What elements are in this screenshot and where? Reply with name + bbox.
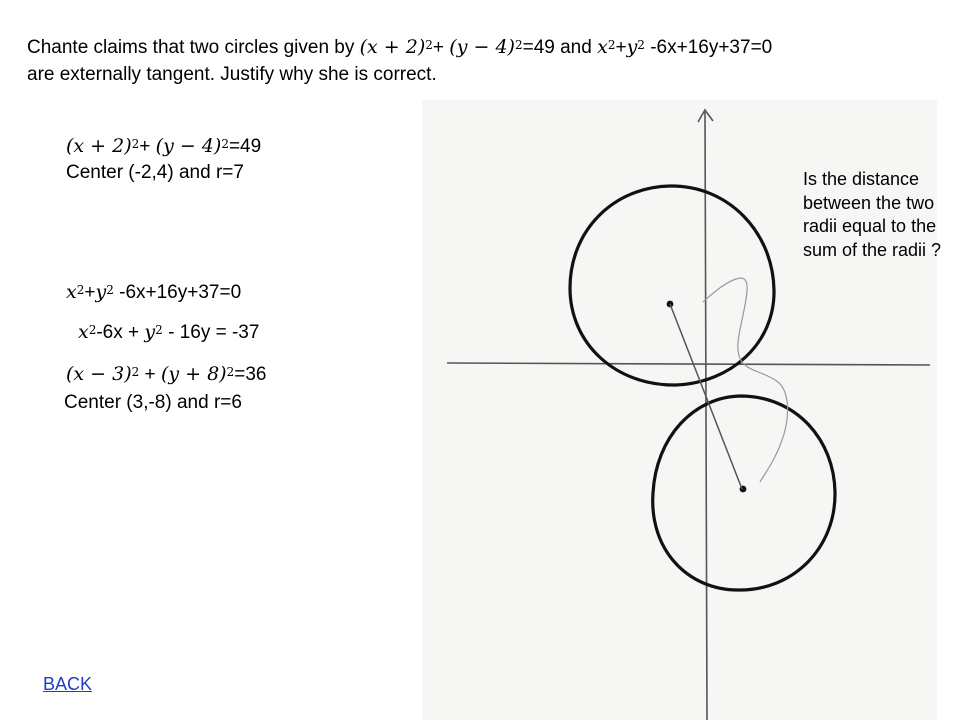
eq1-term-x: $(x + 2)^2$ xyxy=(359,36,433,58)
eq2-term-x: $x^2$ xyxy=(597,36,616,58)
eq1-rhs: =49 and xyxy=(522,37,598,58)
problem-line-1 xyxy=(27,35,772,60)
eq2-term-y: $y^2$ xyxy=(626,36,645,58)
eq1-plus: + xyxy=(432,37,450,58)
problem-line-2: are externally tangent. Justify why she is correct. xyxy=(27,64,437,85)
side-note-question: Is the distance between the two radii equal to the sum of the radii ? xyxy=(803,169,942,260)
back-link[interactable]: BACK xyxy=(43,674,93,694)
eq2-rest: -6x+16y+37=0 xyxy=(644,37,773,58)
circle2-grouping-step: $x^2-6x + y^2 - 16y = -37$ xyxy=(78,321,260,343)
eq1-term-y: $(y - 4)^2$ xyxy=(449,36,523,58)
circle2-equation: $x^2+y^2$ -6x+16y+37=0 xyxy=(66,281,242,303)
eq2-plus: + xyxy=(615,37,627,58)
circle2-standard-form: $(x - 3)^2 + (y + 8)^2=36$ xyxy=(66,363,267,385)
circle2-center: Center (3,-8) and r=6 xyxy=(64,392,242,413)
problem-text: Chante claims that two circles given by xyxy=(27,37,360,58)
circle1-equation: $(x + 2)^2+ (y - 4)^2=49$ xyxy=(66,135,262,157)
circle1-center: Center (-2,4) and r=7 xyxy=(66,162,244,183)
